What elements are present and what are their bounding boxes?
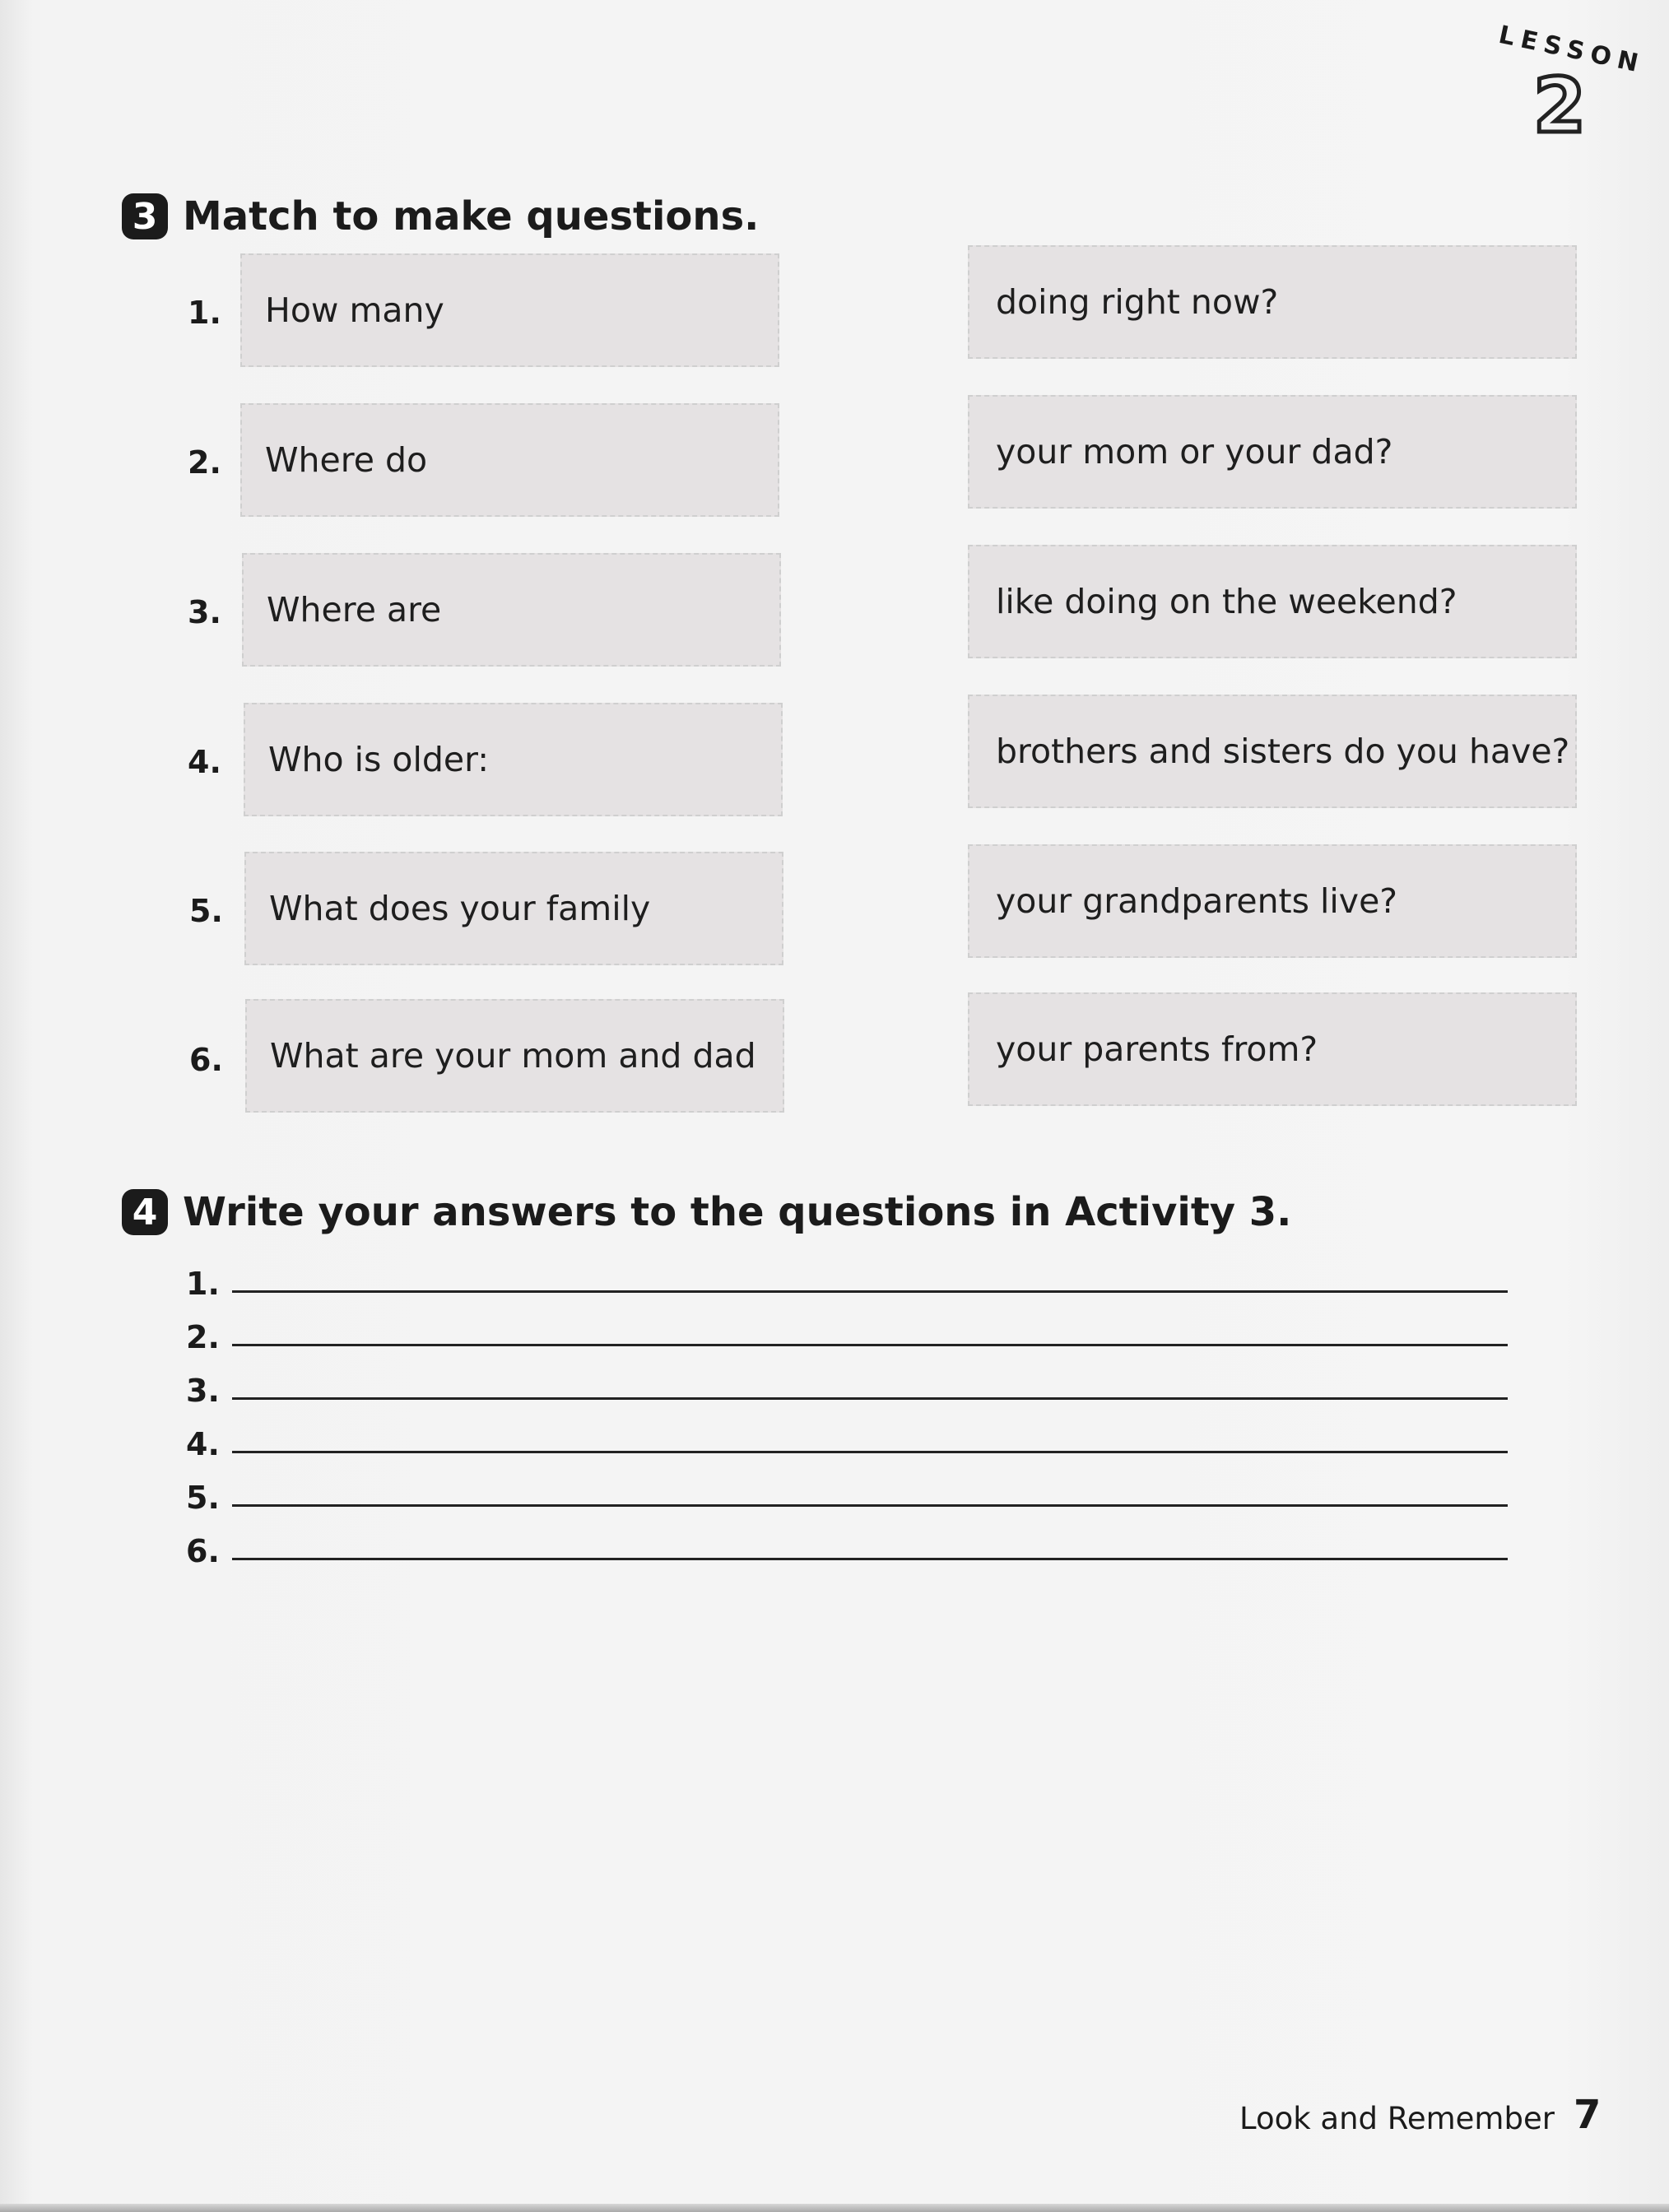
answer-line[interactable] [232,1451,1508,1453]
activity-title: Match to make questions. [183,193,760,239]
row-number: 5. [189,893,223,929]
question-end-card[interactable]: your mom or your dad? [968,395,1577,509]
answer-line[interactable] [232,1397,1508,1400]
question-start-card[interactable]: Where do [240,403,779,517]
answer-line[interactable] [232,1558,1508,1560]
activity-number-badge: 4 [122,1189,168,1235]
answer-line[interactable] [232,1344,1508,1346]
answer-number: 2. [186,1319,220,1355]
question-start-card[interactable]: Where are [242,553,781,667]
question-end-card[interactable]: brothers and sisters do you have? [968,695,1577,808]
question-end-card[interactable]: doing right now? [968,245,1577,359]
answer-number: 4. [186,1426,220,1462]
lesson-number: 2 [1532,62,1586,150]
question-start-card[interactable]: Who is older: [244,703,783,816]
answer-number: 5. [186,1480,220,1516]
page-edge [0,2204,1669,2212]
page-number: 7 [1574,2092,1602,2138]
lesson-label: LESSON [1496,20,1648,80]
book-title: Look and Remember [1239,2101,1555,2136]
answer-line[interactable] [232,1504,1508,1507]
row-number: 6. [189,1042,223,1078]
answer-line[interactable] [232,1290,1508,1293]
lesson-badge [1490,20,1648,150]
question-start-card[interactable]: What are your mom and dad [245,999,784,1113]
row-number: 4. [188,744,221,780]
question-start-card[interactable]: How many [240,253,779,367]
activity-title: Write your answers to the questions in Activity 3. [183,1189,1292,1235]
question-end-card[interactable]: like doing on the weekend? [968,545,1577,658]
row-number: 2. [188,444,221,481]
activity-number-badge: 3 [122,193,168,239]
activity-4-heading [122,1189,1291,1235]
answer-number: 1. [186,1266,220,1302]
row-number: 1. [188,295,221,331]
row-number: 3. [188,594,221,630]
answer-number: 3. [186,1373,220,1409]
answer-number: 6. [186,1533,220,1569]
question-start-card[interactable]: What does your family [244,852,783,965]
question-end-card[interactable]: your parents from? [968,992,1577,1106]
question-end-card[interactable]: your grandparents live? [968,844,1577,958]
activity-3-heading [122,193,759,239]
